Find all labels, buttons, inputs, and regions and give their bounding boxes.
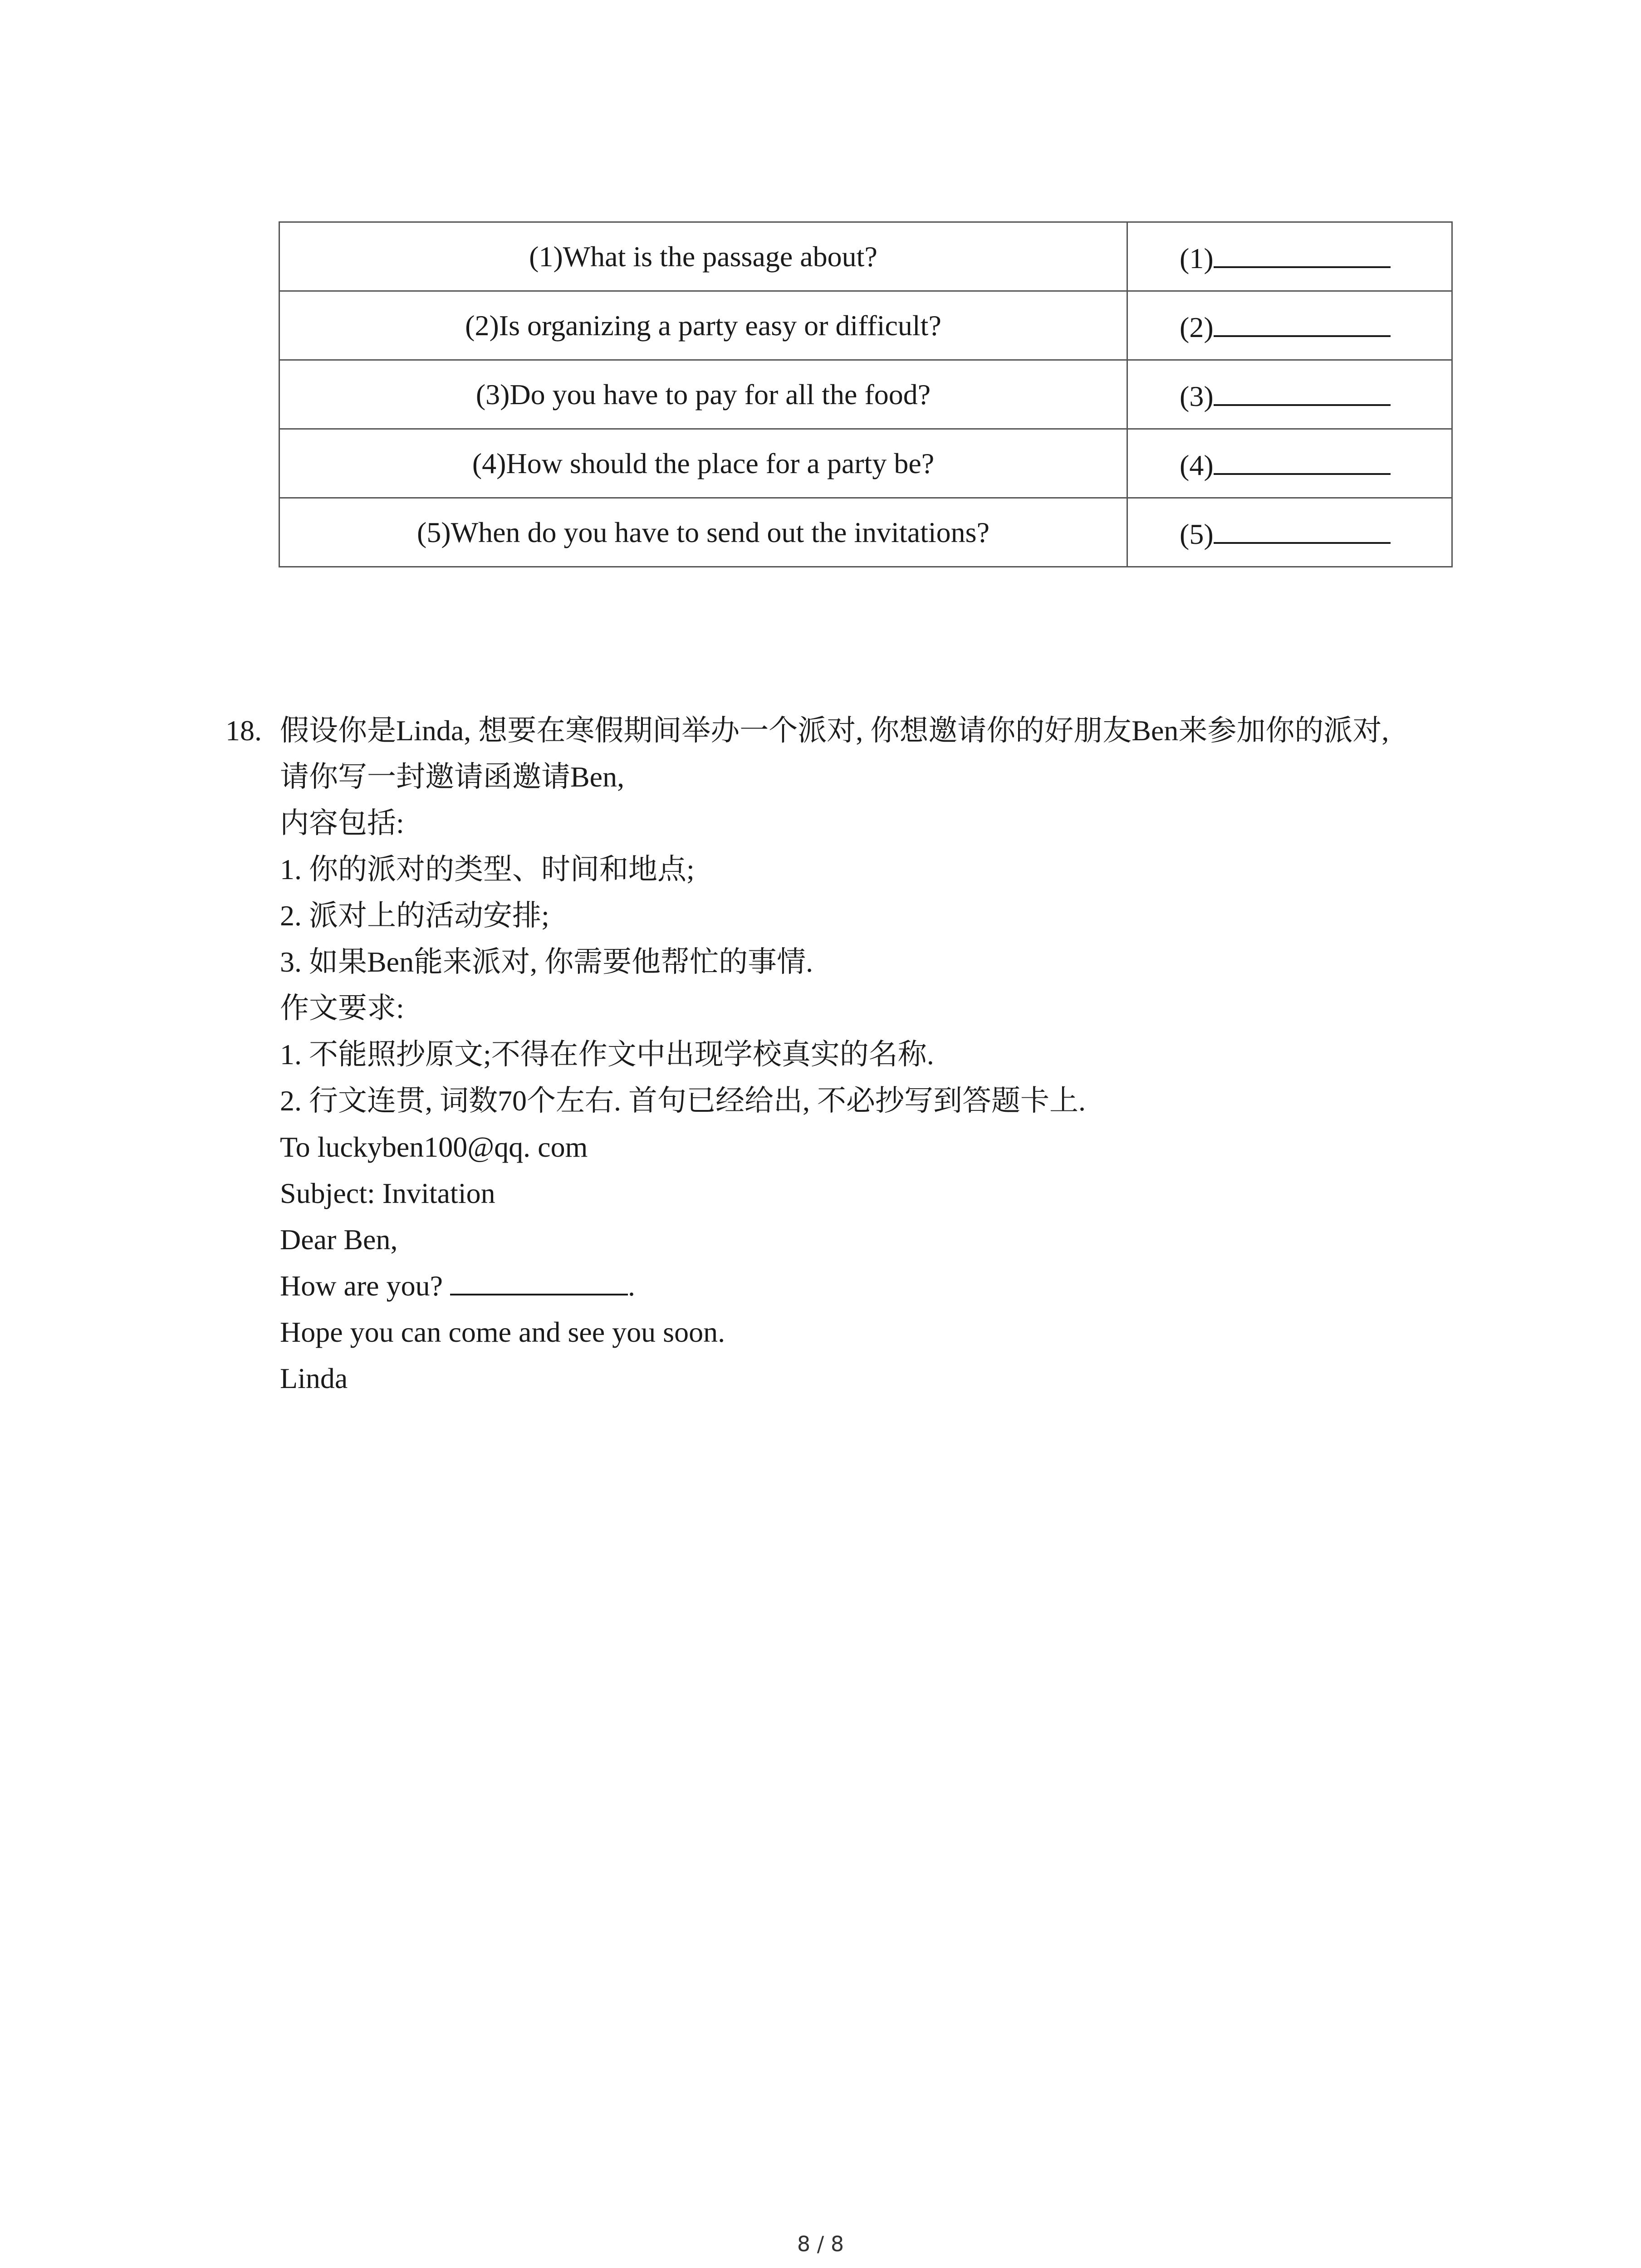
table-row (279, 222, 1452, 291)
answer-cell (1127, 222, 1452, 291)
question-table (279, 221, 1453, 567)
question-cell: (2)Is organizing a party easy or difficult? (279, 291, 1127, 360)
table-row (279, 498, 1452, 567)
answer-cell (1127, 429, 1452, 498)
answer-label: (3) (1180, 380, 1214, 412)
email-signature: Linda (280, 1362, 348, 1394)
writing-task (225, 708, 1460, 1402)
content-item: 3. 如果Ben能来派对, 你需要他帮忙的事情. (280, 946, 813, 978)
answer-blank[interactable] (1214, 445, 1391, 475)
requirements-heading: 作文要求: (280, 992, 404, 1024)
email-opening (280, 1263, 1460, 1309)
requirement-item: 1. 不能照抄原文;不得在作文中出现学校真实的名称. (280, 1038, 934, 1070)
page-number: 8 / 8 (797, 2232, 844, 2256)
answer-label: (1) (1180, 242, 1214, 274)
answer-label: (2) (1180, 311, 1214, 343)
email-opening-text: How are you? (280, 1270, 450, 1302)
requirement-item: 2. 行文连贯, 词数70个左右. 首句已经给出, 不必抄写到答题卡上. (280, 1085, 1086, 1117)
answer-blank[interactable] (1214, 376, 1391, 406)
answer-cell (1127, 360, 1452, 429)
question-cell: (1)What is the passage about? (279, 222, 1127, 291)
answer-blank[interactable] (1214, 514, 1391, 544)
email-greeting: Dear Ben, (280, 1223, 398, 1256)
content-item: 2. 派对上的活动安排; (280, 899, 549, 932)
question-cell: (3)Do you have to pay for all the food? (279, 360, 1127, 429)
content-item: 1. 你的派对的类型、时间和地点; (280, 853, 695, 885)
answer-cell (1127, 498, 1452, 567)
answer-label: (5) (1180, 518, 1214, 550)
question-cell: (5)When do you have to send out the invitations? (279, 498, 1127, 567)
email-to: To luckyben100@qq. com (280, 1131, 588, 1163)
prompt-line: 假设你是Linda, 想要在寒假期间举办一个派对, 你想邀请你的好朋友Ben来参加你的派对, (280, 714, 1389, 747)
prompt-line: 请你写一封邀请函邀请Ben, (280, 761, 625, 793)
answer-cell (1127, 291, 1452, 360)
table-row (279, 291, 1452, 360)
task-body (280, 708, 1460, 1402)
email-opening-blank[interactable] (450, 1266, 628, 1295)
answer-blank[interactable] (1214, 238, 1391, 268)
question-cell: (4)How should the place for a party be? (279, 429, 1127, 498)
table-row (279, 429, 1452, 498)
table-row (279, 360, 1452, 429)
email-subject: Subject: Invitation (280, 1177, 495, 1209)
email-opening-period: . (627, 1270, 635, 1302)
question-number: 18. (225, 714, 262, 747)
content-heading: 内容包括: (280, 807, 404, 839)
answer-blank[interactable] (1214, 307, 1391, 337)
answer-label: (4) (1180, 449, 1214, 481)
email-closing: Hope you can come and see you soon. (280, 1316, 725, 1348)
